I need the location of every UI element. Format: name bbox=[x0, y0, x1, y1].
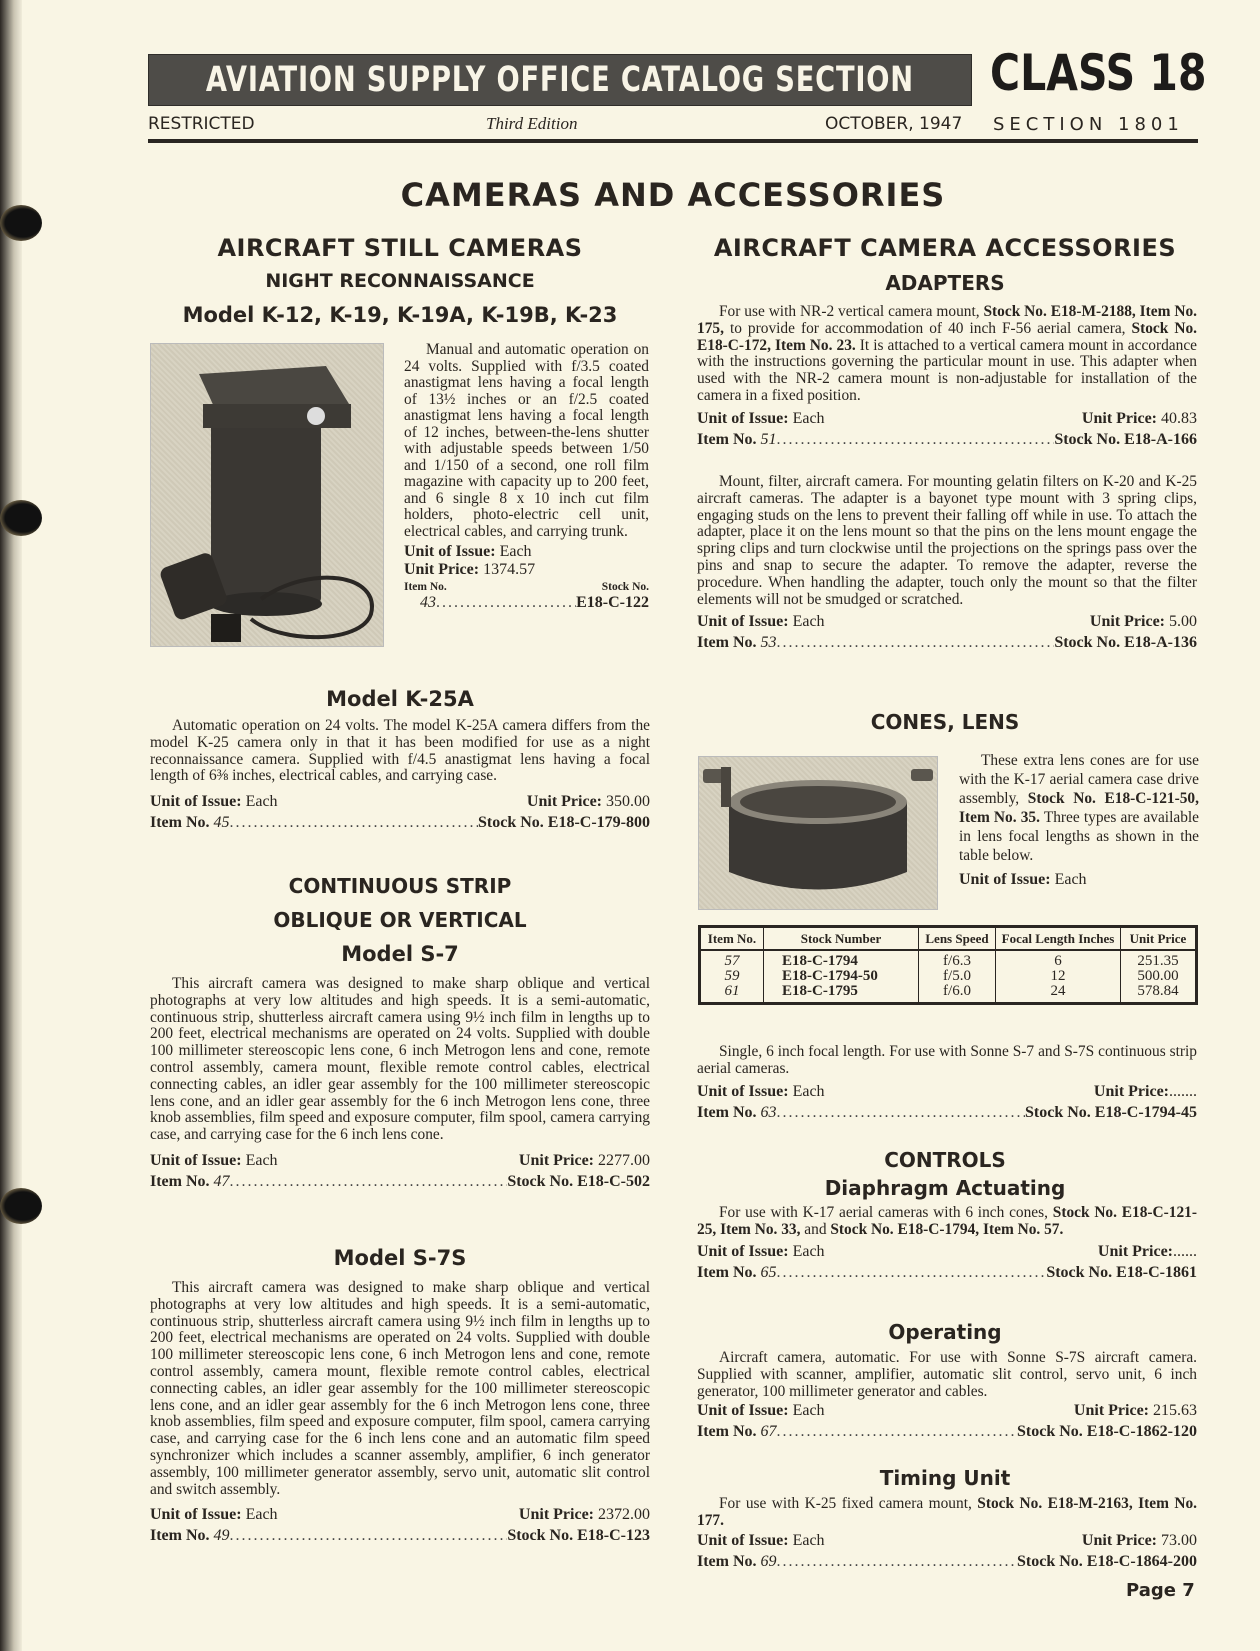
punch-hole bbox=[0, 1188, 42, 1224]
s7s-description: This aircraft camera was designed to make sharp oblique and vertical photographs at very low altitudes and high speeds. It is a semi-automatic, continuous strip, shutterless aircraft camera using 9½ inch film in lengths up to 200 feet, electrical mechanisms are operated on 24 volts. Supplied with double 100 millimeter stereoscopic lens cone, 6 inch Metrogon lens and cone, remote control assembly, camera mount, flexible remote control cables, electrical connecting cables, an idler gear assembly for the 100 millimeter stereoscopic lens cone, and an idler gear assembly for the 6 inch Metrogon lens cone, three knob assemblies, film speed and exposure computer, film spool, camera carrying case, and carrying case for the 6 inch lens cone and an automatic film speed synchronizer which includes a scanner assembly, amplifier, 6 inch generator assembly, 100 millimeter generator assembly, servo unit, automatic slit control and switch assembly. bbox=[150, 1279, 650, 1498]
item-number: 45 bbox=[213, 814, 230, 832]
unit-price-label: Unit Price: bbox=[1089, 613, 1165, 631]
adapter-1-description: For use with NR-2 vertical camera mount, Stock No. E18-M-2188, Item No. 175, to provide for accommodation of 40 inch F-56 aerial camera, Stock No. E18-C-172, Item No. 23. It is attached to a vertical camera mount in accordance with the instructions governing the particular mount in use. This adapter when used with the NR-2 camera mount is non-adjustable for installation of the camera in a fixed position. bbox=[697, 303, 1197, 404]
item-number: 43 bbox=[420, 594, 436, 611]
unit-of-issue-label: Unit of Issue: bbox=[150, 793, 242, 811]
binding-edge bbox=[0, 0, 22, 1651]
continuous-strip-heading: CONTINUOUS STRIP bbox=[288, 874, 512, 898]
unit-of-issue-label: Unit of Issue: bbox=[697, 1531, 789, 1549]
punch-hole bbox=[0, 205, 42, 241]
leader-dots bbox=[777, 632, 1055, 653]
unit-of-issue-label: Unit of Issue: bbox=[150, 1151, 242, 1169]
unit-price-value: 5.00 bbox=[1169, 613, 1197, 631]
unit-of-issue-value: Each bbox=[245, 1506, 278, 1524]
leader-dots bbox=[777, 1551, 1017, 1572]
unit-of-issue-value: Each bbox=[245, 1151, 278, 1169]
adapters-heading: ADAPTERS bbox=[885, 271, 1005, 295]
cell-focal: 6 bbox=[996, 950, 1121, 969]
item-no-label: Item No. bbox=[150, 1527, 210, 1545]
stock-number: E18-A-136 bbox=[1124, 634, 1197, 652]
stock-number: E18-C-1861 bbox=[1116, 1263, 1197, 1281]
unit-of-issue-value: Each bbox=[792, 1082, 825, 1100]
k12-model-heading: Model K-12, K-19, K-19A, K-19B, K-23 bbox=[182, 303, 618, 327]
col-unit-price: Unit Price bbox=[1121, 927, 1197, 951]
stock-no-label: Stock No. bbox=[507, 1527, 574, 1545]
controls-heading: CONTROLS bbox=[884, 1148, 1006, 1172]
leader-dots bbox=[777, 1102, 1025, 1123]
stock-no-label: Stock No. bbox=[1054, 430, 1121, 448]
cell-focal: 24 bbox=[996, 984, 1121, 1004]
lens-cone-illustration-icon bbox=[699, 757, 937, 909]
unit-price-value: 40.83 bbox=[1161, 409, 1197, 427]
unit-of-issue-value: Each bbox=[245, 793, 278, 811]
stock-number: E18-C-1862-120 bbox=[1086, 1423, 1197, 1441]
leader-dots bbox=[230, 812, 478, 833]
stock-no-label: Stock No. bbox=[478, 814, 544, 832]
col-stock-number: Stock Number bbox=[764, 927, 919, 951]
table-header-row bbox=[700, 927, 1197, 951]
item-number: 53 bbox=[760, 634, 777, 652]
stock-no-label: Stock No. bbox=[1017, 1552, 1083, 1570]
cell-stock: E18-C-1794-50 bbox=[764, 969, 919, 984]
unit-of-issue-value: Each bbox=[792, 409, 825, 427]
unit-price-label: Unit Price: bbox=[518, 1151, 594, 1169]
unit-price-label: Unit Price: bbox=[1081, 409, 1157, 427]
unit-price-value: 2277.00 bbox=[598, 1151, 650, 1169]
leader-dots bbox=[230, 1525, 508, 1546]
timing-unit-description: For use with K-25 fixed camera mount, Stock No. E18-M-2163, Item No. 177. bbox=[697, 1495, 1198, 1529]
stock-number: E18-C-122 bbox=[576, 594, 649, 611]
edition-label: Third Edition bbox=[486, 114, 578, 133]
item-no-label: Item No. bbox=[697, 1423, 757, 1441]
item-number: 63 bbox=[760, 1103, 777, 1121]
cell-speed: f/5.0 bbox=[919, 969, 996, 984]
cell-stock: E18-C-1794 bbox=[764, 950, 919, 969]
punch-hole bbox=[0, 500, 42, 536]
stock-number: E18-C-502 bbox=[577, 1172, 650, 1190]
stock-number: E18-A-166 bbox=[1124, 430, 1197, 448]
unit-of-issue-label: Unit of Issue: bbox=[697, 409, 789, 427]
unit-of-issue-value: Each bbox=[792, 1531, 825, 1549]
cones-lens-heading: CONES, LENS bbox=[870, 710, 1020, 734]
date-label: OCTOBER, 1947 bbox=[825, 114, 963, 134]
unit-price-label: Unit Price: bbox=[1097, 1242, 1173, 1260]
cell-item: 59 bbox=[724, 968, 740, 984]
cell-item: 57 bbox=[724, 953, 740, 969]
lens-cone-photo bbox=[698, 756, 938, 910]
leader-dots bbox=[777, 1421, 1017, 1442]
unit-price-value: ...... bbox=[1173, 1242, 1197, 1260]
unit-price-value: 215.63 bbox=[1153, 1402, 1197, 1420]
unit-of-issue-value: Each bbox=[499, 543, 532, 560]
item-no-label: Item No. bbox=[697, 1103, 757, 1121]
accessories-heading: AIRCRAFT CAMERA ACCESSORIES bbox=[713, 234, 1177, 262]
leader-dots bbox=[777, 1262, 1047, 1283]
unit-of-issue-label: Unit of Issue: bbox=[959, 871, 1051, 888]
unit-of-issue-value: Each bbox=[1054, 871, 1087, 888]
cell-item: 61 bbox=[724, 983, 740, 999]
cell-price: 500.00 bbox=[1121, 969, 1197, 984]
item-no-label: Item No. bbox=[150, 814, 210, 832]
cell-speed: f/6.0 bbox=[919, 984, 996, 1004]
restricted-label: RESTRICTED bbox=[148, 114, 255, 134]
unit-price-label: Unit Price: bbox=[526, 793, 602, 811]
item-number: 49 bbox=[213, 1527, 230, 1545]
stock-no-label: Stock No. bbox=[507, 1172, 574, 1190]
item-no-label: Item No. bbox=[697, 1552, 757, 1570]
cell-price: 578.84 bbox=[1121, 984, 1197, 1004]
stock-no-label: Stock No. bbox=[1054, 634, 1121, 652]
stock-number: E18-C-123 bbox=[577, 1527, 650, 1545]
k25a-model-heading: Model K-25A bbox=[326, 687, 474, 711]
s7-model-heading: Model S-7 bbox=[341, 942, 459, 966]
s7-description: This aircraft camera was designed to make sharp oblique and vertical photographs at very low altitudes and high speeds. It is a semi-automatic, continuous strip, shutterless aircraft camera using 9½ inch film in lengths up to 200 feet, electrical mechanisms are operated on 24 volts. Supplied with double 100 millimeter stereoscopic lens cone, 6 inch Metrogon lens and cone, remote control assembly, camera mount, flexible remote control cables, electrical connecting cables, an idler gear assembly for the 100 millimeter stereoscopic lens cone, and an idler gear assembly for the 6 inch Metrogon lens cone, three knob assemblies, film speed and exposure computer, film spool, camera carrying case, and carrying case for the 6 inch lens cone. bbox=[150, 975, 650, 1144]
item-number: 69 bbox=[760, 1552, 777, 1570]
item-no-header: Item No. bbox=[404, 581, 447, 593]
unit-of-issue-value: Each bbox=[792, 613, 825, 631]
section-label: SECTION 1801 bbox=[993, 114, 1184, 135]
unit-price-value: 350.00 bbox=[606, 793, 650, 811]
leader-dots bbox=[230, 1171, 508, 1192]
catalog-banner bbox=[148, 54, 972, 106]
page-title: CAMERAS AND ACCESSORIES bbox=[400, 176, 946, 214]
table-row bbox=[700, 984, 1197, 1004]
unit-price-value: ....... bbox=[1169, 1082, 1197, 1100]
unit-price-value: 73.00 bbox=[1161, 1531, 1197, 1549]
k12-description: Manual and automatic operation on 24 volts. Supplied with f/3.5 coated anastigmat lens having a focal length of 13½ inches or an f/2.5 coated anastigmat lens having a focal length of 12 inches, between-the-lens shutter with adjustable speeds between 1/50 and 1/150 of a second, one roll film magazine with capacity up to 200 feet, and 6 single 8 x 10 inch cut film holders, photo-electric cell unit, electrical cables, and carrying trunk. bbox=[404, 341, 649, 540]
diaphragm-heading: Diaphragm Actuating bbox=[824, 1176, 1066, 1200]
col-item-no: Item No. bbox=[700, 927, 764, 951]
unit-of-issue-value: Each bbox=[792, 1242, 825, 1260]
unit-price-label: Unit Price: bbox=[1081, 1531, 1157, 1549]
stock-no-label: Stock No. bbox=[1046, 1263, 1113, 1281]
stock-number: E18-C-179-800 bbox=[547, 814, 650, 832]
lens-cones-table bbox=[698, 925, 1198, 1005]
table-row bbox=[700, 950, 1197, 969]
adapter-2-description: Mount, filter, aircraft camera. For mounting gelatin filters on K-20 and K-25 aircraft cameras. The adapter is a bayonet type mount with 3 spring clips, engaging studs on the lens to prevent their falling off while in use. To attach the adapter, place it on the lens mount so that the pins on the lens mount engage the spring clips and turn clockwise until the projections on the springs pass over the pins and snap to secure the adapter. To remove the adapter, reverse the procedure. When handling the adapter, touch only the mount so that the filter elements will not be smudged or scratched. bbox=[697, 473, 1197, 608]
cell-price: 251.35 bbox=[1121, 950, 1197, 969]
aircraft-still-cameras-heading: AIRCRAFT STILL CAMERAS bbox=[217, 234, 583, 262]
item-number: 67 bbox=[760, 1423, 777, 1441]
cell-stock: E18-C-1795 bbox=[764, 984, 919, 1004]
item-no-label: Item No. bbox=[697, 634, 757, 652]
stock-number: E18-C-1794-45 bbox=[1094, 1103, 1197, 1121]
oblique-vertical-heading: OBLIQUE OR VERTICAL bbox=[273, 908, 527, 932]
class-label: CLASS 18 bbox=[990, 44, 1207, 102]
item-no-label: Item No. bbox=[697, 1263, 757, 1281]
cell-speed: f/6.3 bbox=[919, 950, 996, 969]
camera-illustration-icon bbox=[151, 344, 383, 646]
unit-of-issue-label: Unit of Issue: bbox=[697, 613, 789, 631]
k25a-description: Automatic operation on 24 volts. The model K-25A camera differs from the model K-25 camera only in that it has been modified for use as a night reconnaissance camera. Supplied with f/4.5 anastigmat lens having a focal length of 6⅜ inches, electrical cables, and carrying case. bbox=[150, 717, 650, 785]
cell-focal: 12 bbox=[996, 969, 1121, 984]
col-focal-length: Focal Length Inches bbox=[996, 927, 1121, 951]
stock-no-header: Stock No. bbox=[601, 581, 649, 593]
col-lens-speed: Lens Speed bbox=[919, 927, 996, 951]
leader-dots bbox=[436, 594, 576, 611]
unit-price-value: 1374.57 bbox=[483, 561, 536, 578]
operating-heading: Operating bbox=[888, 1320, 1002, 1344]
unit-of-issue-label: Unit of Issue: bbox=[697, 1082, 789, 1100]
leader-dots bbox=[777, 429, 1055, 450]
unit-of-issue-label: Unit of Issue: bbox=[404, 543, 496, 560]
s7s-model-heading: Model S-7S bbox=[333, 1246, 467, 1270]
item-no-label: Item No. bbox=[150, 1172, 210, 1190]
item-number: 47 bbox=[213, 1172, 230, 1190]
stock-no-label: Stock No. bbox=[1017, 1423, 1083, 1441]
timing-unit-heading: Timing Unit bbox=[879, 1466, 1011, 1490]
single-cone-description: Single, 6 inch focal length. For use with Sonne S-7 and S-7S continuous strip aerial cameras. bbox=[697, 1043, 1197, 1077]
item-number: 51 bbox=[760, 430, 777, 448]
stock-number: E18-C-1864-200 bbox=[1086, 1552, 1197, 1570]
banner-title: AVIATION SUPPLY OFFICE CATALOG SECTION bbox=[205, 60, 915, 100]
operating-description: Aircraft camera, automatic. For use with Sonne S-7S aircraft camera. Supplied with scanner, amplifier, automatic slit control, servo unit, 6 inch generator, 100 millimeter generator and cables. bbox=[697, 1349, 1197, 1400]
unit-price-label: Unit Price: bbox=[404, 561, 480, 578]
stock-no-label: Stock No. bbox=[1025, 1103, 1091, 1121]
table-row bbox=[700, 969, 1197, 984]
night-recon-heading: NIGHT RECONNAISSANCE bbox=[265, 270, 535, 292]
unit-of-issue-label: Unit of Issue: bbox=[697, 1402, 789, 1420]
item-number: 65 bbox=[760, 1263, 777, 1281]
diaphragm-description: For use with K-17 aerial cameras with 6 inch cones, Stock No. E18-C-121-25, Item No. 33, and Stock No. E18-C-1794, Item No. 57. bbox=[697, 1204, 1197, 1238]
unit-price-value: 2372.00 bbox=[598, 1506, 650, 1524]
aerial-camera-photo bbox=[150, 343, 384, 647]
unit-price-label: Unit Price: bbox=[1093, 1082, 1169, 1100]
unit-price-label: Unit Price: bbox=[518, 1506, 594, 1524]
item-no-label: Item No. bbox=[697, 430, 757, 448]
cones-description: These extra lens cones are for use with the K-17 aerial camera case drive assembly, Stock No. E18-C-121-50, Item No. 35. Three types are available in lens focal lengths as shown in the table below. bbox=[959, 752, 1199, 864]
unit-of-issue-label: Unit of Issue: bbox=[697, 1242, 789, 1260]
page-number: Page 7 bbox=[1126, 1580, 1195, 1601]
header-rule bbox=[148, 139, 1198, 143]
unit-price-label: Unit Price: bbox=[1073, 1402, 1149, 1420]
unit-of-issue-value: Each bbox=[792, 1402, 825, 1420]
unit-of-issue-label: Unit of Issue: bbox=[150, 1506, 242, 1524]
